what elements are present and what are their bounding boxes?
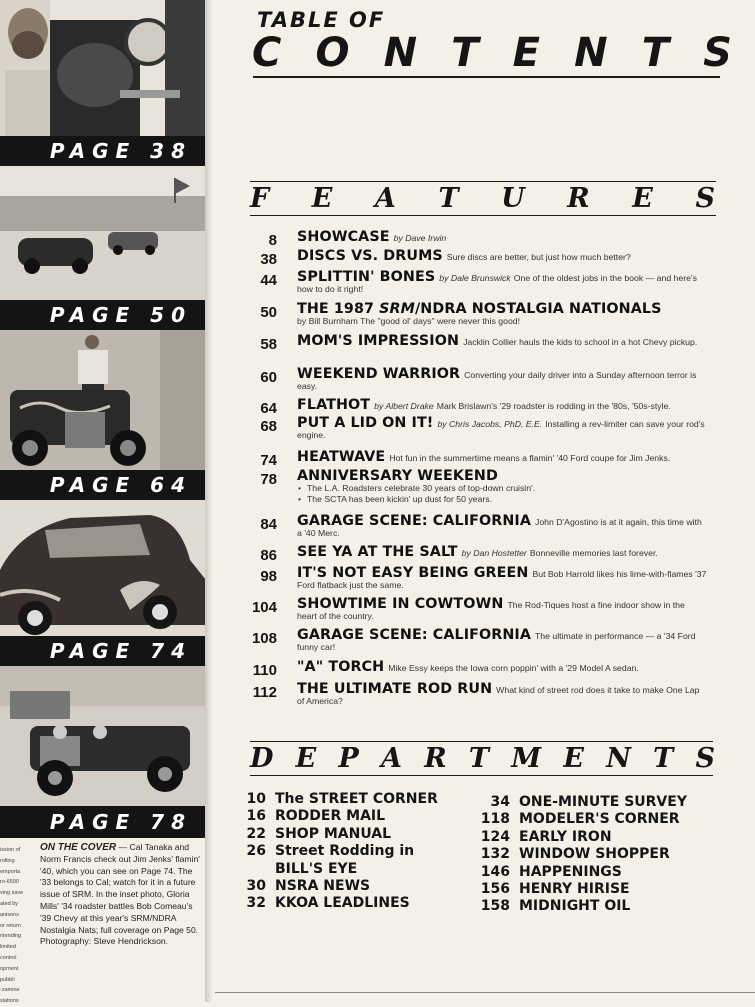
department-page-number: 132 <box>480 846 510 863</box>
department-title: HENRY HIRISE <box>519 881 630 898</box>
department-page-number: 32 <box>246 895 266 912</box>
department-title: RODDER MAIL <box>275 808 386 825</box>
feature-title: "A" TORCH <box>297 659 385 675</box>
department-title: SHOP MANUAL <box>275 825 392 842</box>
departments-letter: R <box>424 743 447 774</box>
department-entry[interactable] <box>232 808 438 825</box>
feature-body <box>297 397 707 413</box>
features-letter: A <box>374 183 396 214</box>
feature-body <box>297 565 707 591</box>
feature-page-number: 84 <box>260 516 277 533</box>
feature-description: One of the oldest jobs in the book — and here's how to do it right! <box>297 273 697 294</box>
feature-title: SHOWCASE <box>297 229 390 245</box>
departments-rule-bottom <box>250 775 713 776</box>
feature-page-number: 98 <box>260 568 277 585</box>
cover-caption-lead: ON THE COVER <box>40 842 117 853</box>
departments-letter: E <box>295 743 317 774</box>
department-page-number: 22 <box>246 825 266 842</box>
feature-title: HEATWAVE <box>297 449 386 465</box>
department-entry[interactable] <box>232 791 438 808</box>
department-title: EARLY IRON <box>519 828 612 845</box>
edge-text-line: control <box>0 954 17 961</box>
department-title: The STREET CORNER <box>275 791 438 807</box>
department-entry[interactable] <box>232 878 438 895</box>
photo-page-74 <box>0 500 206 636</box>
departments-rule-top <box>250 741 713 742</box>
feature-page-number: 60 <box>260 369 277 386</box>
feature-description: Jacklin Collier hauls the kids to school in a hot Chevy pickup. <box>463 337 698 347</box>
department-title: BILL'S EYE <box>275 860 358 877</box>
title-table-of: TABLE OF <box>257 8 386 32</box>
photo-page-64 <box>0 330 206 470</box>
title-contents <box>252 30 732 76</box>
feature-body <box>297 366 707 392</box>
feature-title: PUT A LID ON IT! <box>297 415 434 431</box>
feature-title: WEEKEND WARRIOR <box>297 366 461 382</box>
department-page-number: 16 <box>246 808 266 825</box>
features-letter: S <box>695 183 715 214</box>
department-title: Street Rodding in <box>275 843 415 860</box>
photo-page-50 <box>0 166 206 300</box>
feature-bullets <box>297 483 707 505</box>
department-page-number: 30 <box>246 878 266 895</box>
feature-page-number: 112 <box>252 684 277 701</box>
feature-page-number: 64 <box>260 400 277 417</box>
feature-author: by Dale Brunswick <box>439 273 511 283</box>
contents-letter: S <box>703 30 732 76</box>
features-letter: U <box>501 183 525 214</box>
department-entry[interactable] <box>232 861 438 878</box>
department-entry[interactable] <box>476 794 687 811</box>
section-departments <box>250 743 715 774</box>
feature-body <box>297 415 707 441</box>
department-title: WINDOW SHOPPER <box>519 846 670 863</box>
feature-title: DISCS VS. DRUMS <box>297 248 443 264</box>
feature-description: Mark Brislawn's '29 roadster is rodding in the '80s, '50s-style. <box>436 401 671 411</box>
feature-description: Mike Essy keeps the Iowa corn poppin' with a '29 Model A sedan. <box>388 663 639 673</box>
feature-title: FLATHOT <box>297 397 371 413</box>
feature-description: Sure discs are better, but just how much better? <box>446 252 631 262</box>
feature-body <box>297 627 707 653</box>
departments-letter: T <box>653 743 674 774</box>
feature-body <box>297 659 707 675</box>
feature-description: But Bob Harrold likes his lime-with-flames '37 Ford flatback just the same. <box>297 569 707 590</box>
feature-page-number: 68 <box>260 418 277 435</box>
edge-text-line: emporta <box>0 868 21 875</box>
feature-title: IT'S NOT EASY BEING GREEN <box>297 565 529 581</box>
page-band-74[interactable]: PAGE 74 <box>0 636 208 666</box>
feature-body <box>297 468 707 505</box>
feature-description: Installing a rev-limiter can save your rod's engine. <box>297 419 705 440</box>
contents-letter: E <box>512 30 540 76</box>
feature-body <box>297 513 707 539</box>
feature-page-number: 104 <box>251 599 277 616</box>
edge-text-line: ission of <box>0 847 21 853</box>
feature-page-number: 86 <box>260 547 277 564</box>
feature-body <box>297 269 707 295</box>
cover-caption-text: — Cal Tanaka and Norm Francis check out Jim Jenks' flamin' '40, which you can see on Page 74. The '33 belongs to Cal; watch for it in a future issue of SRM. In the inset photo, Gloria Mills' '34 roadster battles Bob Comeau's '39 Chevy at this year's SRM/NDRA Nostalgia Nats; full coverage on Page 50. Photography: Steve Hendrickson. <box>40 842 200 947</box>
feature-title: THE 1987 SRM/NDRA NOSTALGIA NATIONALS <box>297 301 662 317</box>
feature-title-magazine: SRM <box>379 301 415 317</box>
photo-page-38 <box>0 0 206 136</box>
department-page-number: 156 <box>480 881 510 898</box>
feature-description: Bonneville memories last forever. <box>529 548 658 558</box>
feature-description: The ultimate in performance — a '34 Ford funny car! <box>297 631 696 652</box>
feature-description: by Bill Burnham The "good ol' days" were never this good! <box>297 316 521 326</box>
department-entry[interactable] <box>476 846 687 863</box>
feature-author: by Dave Irwin <box>393 233 447 243</box>
cover-caption <box>40 842 206 992</box>
feature-page-number: 110 <box>252 662 277 679</box>
department-entry[interactable] <box>476 898 687 915</box>
department-title: MIDNIGHT OIL <box>519 898 631 915</box>
edge-text-line: or return <box>0 922 21 929</box>
feature-body <box>297 301 707 327</box>
feature-body <box>297 229 707 245</box>
department-page-number: 158 <box>480 898 510 915</box>
edge-text-line: ntending <box>0 933 22 940</box>
department-entry[interactable] <box>232 895 438 912</box>
feature-description: John D'Agostino is at it again, this time with a '40 Merc. <box>297 517 702 538</box>
edge-text-line: ated by <box>0 900 19 907</box>
feature-page-number: 8 <box>268 232 277 249</box>
features-letter: R <box>567 183 590 214</box>
edge-text-line: opment <box>0 965 19 972</box>
page-band-64[interactable]: PAGE 64 <box>0 470 208 500</box>
feature-description: What kind of street rod does it take to make One Lap of America? <box>297 685 700 706</box>
feature-description: The Rod-Tiques host a fine indoor show in the heart of the country. <box>297 600 685 621</box>
features-letter: T <box>438 183 459 214</box>
feature-title: SEE YA AT THE SALT <box>297 544 458 560</box>
edge-text-line: slations <box>0 998 19 1005</box>
contents-letter: T <box>451 30 479 76</box>
departments-letter: D <box>250 743 274 774</box>
department-page-number: 124 <box>480 828 510 845</box>
photo-strip <box>0 0 208 1005</box>
page-band-78[interactable]: PAGE 78 <box>0 806 208 838</box>
page-band-38[interactable]: PAGE 38 <box>0 136 208 166</box>
feature-body <box>297 544 707 560</box>
departments-letter: A <box>381 743 402 774</box>
photo-page-78 <box>0 666 206 806</box>
edge-text-line: limited <box>0 944 16 951</box>
departments-right-column <box>476 794 687 916</box>
departments-letter: P <box>338 743 359 774</box>
feature-page-number: 108 <box>251 630 277 647</box>
feature-page-number: 50 <box>260 304 277 321</box>
features-letter: E <box>311 183 333 214</box>
features-letter: F <box>250 183 270 214</box>
features-rule-bottom <box>250 215 716 216</box>
feature-author: by Albert Drake <box>374 401 434 411</box>
department-title: KKOA LEADLINES <box>275 895 410 912</box>
department-title: HAPPENINGS <box>519 863 622 880</box>
title-rule <box>253 76 720 78</box>
feature-page-number: 78 <box>260 471 277 488</box>
edge-text-line: anisons <box>0 911 19 918</box>
page-band-50[interactable]: PAGE 50 <box>0 300 208 330</box>
feature-body <box>297 248 707 264</box>
facing-page-edge-text <box>0 845 38 1005</box>
contents-letter: O <box>315 30 350 76</box>
department-title: ONE-MINUTE SURVEY <box>519 794 687 810</box>
feature-page-number: 38 <box>260 251 277 268</box>
departments-letter: E <box>563 743 584 774</box>
department-page-number: 118 <box>480 811 510 828</box>
feature-author: by Dan Hostetter <box>461 548 527 558</box>
feature-body <box>297 681 707 707</box>
department-entry[interactable] <box>476 881 687 898</box>
department-page-number: 26 <box>246 843 266 860</box>
department-entry[interactable] <box>232 826 438 843</box>
contents-letter: C <box>252 30 282 76</box>
feature-page-number: 74 <box>260 452 277 469</box>
contents-letter: T <box>641 30 670 76</box>
feature-title: SPLITTIN' BONES <box>297 269 436 285</box>
contents-letter: N <box>574 30 608 76</box>
edge-text-line: ving save <box>0 890 24 897</box>
features-rule-top <box>250 181 716 182</box>
feature-bullet: • The SCTA has been kickin' up dust for 50 years. <box>307 494 707 505</box>
feature-title: ANNIVERSARY WEEKEND <box>297 468 498 484</box>
contents-letter: N <box>383 30 418 76</box>
feature-title: SHOWTIME IN COWTOWN <box>297 596 504 612</box>
feature-author: by Chris Jacobs, PhD, E.E. <box>437 419 543 429</box>
department-entry[interactable] <box>476 811 687 828</box>
department-page-number: 146 <box>480 863 510 880</box>
page-spine <box>205 0 212 1002</box>
feature-title: MOM'S IMPRESSION <box>297 333 460 349</box>
department-page-number: 10 <box>246 791 266 807</box>
department-entry[interactable] <box>476 864 687 881</box>
page-bottom-rule <box>215 992 755 993</box>
feature-body <box>297 596 707 622</box>
departments-letter: T <box>468 743 489 774</box>
department-entry[interactable] <box>476 829 687 846</box>
departments-letter: M <box>511 743 542 774</box>
feature-description: Converting your daily driver into a Sunday afternoon terror is easy. <box>297 370 697 391</box>
feature-page-number: 44 <box>260 272 277 289</box>
feature-title: GARAGE SCENE: CALIFORNIA <box>297 627 531 643</box>
feature-title: GARAGE SCENE: CALIFORNIA <box>297 513 531 529</box>
departments-left-column <box>232 791 438 913</box>
departments-letter: S <box>695 743 715 774</box>
edge-text-line: -zamine <box>0 987 20 994</box>
edge-text-line: ro-6590 <box>0 879 19 886</box>
edge-text-line: pubbli <box>0 976 15 983</box>
feature-bullet: • The L.A. Roadsters celebrate 30 years of top-down cruisin'. <box>307 483 707 494</box>
section-features <box>250 183 715 214</box>
features-letter: E <box>632 183 653 214</box>
feature-body <box>297 333 707 349</box>
feature-body <box>297 449 707 465</box>
feature-description: Hot fun in the summertime means a flamin' '40 Ford coupe for Jim Jenks. <box>389 453 671 463</box>
feature-title: THE ULTIMATE ROD RUN <box>297 681 493 697</box>
department-page-number: 34 <box>490 794 510 810</box>
feature-page-number: 58 <box>260 336 277 353</box>
department-entry[interactable] <box>232 843 438 860</box>
departments-letter: N <box>606 743 631 774</box>
department-title: NSRA NEWS <box>275 878 371 895</box>
department-title: MODELER'S CORNER <box>519 811 680 828</box>
edge-text-line: rolling <box>0 857 15 864</box>
